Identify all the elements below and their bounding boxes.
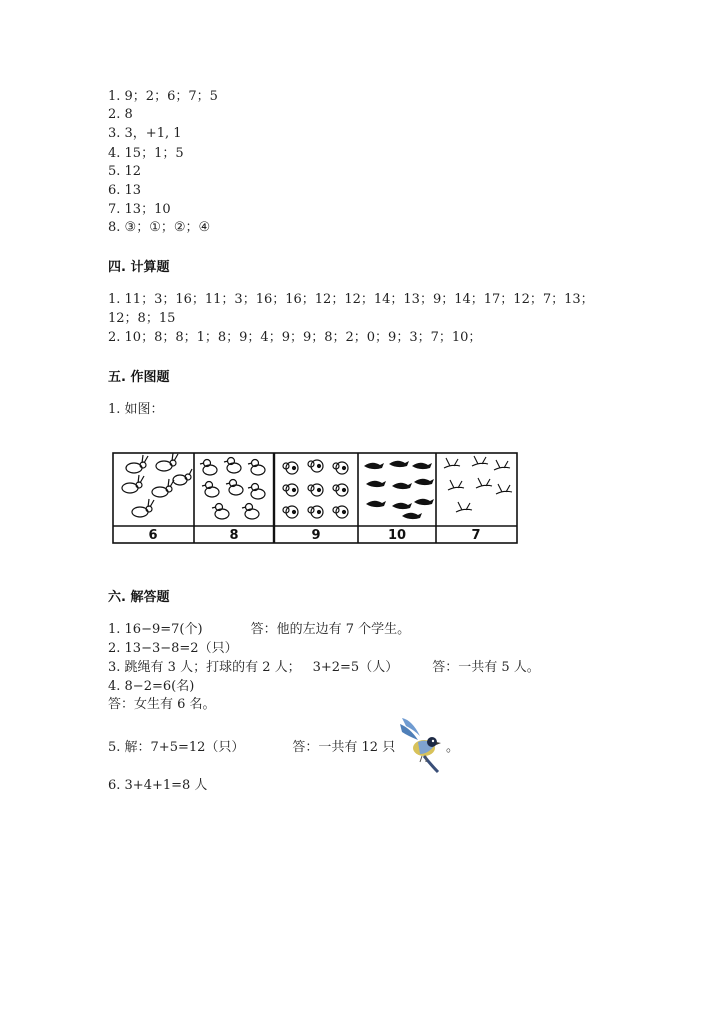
black-bird-icons xyxy=(364,461,434,519)
answer-line: 4. 8−2=6(名) xyxy=(108,679,195,694)
answer-line: 2. 10；8；8；1；8；9；4；9；9；8；2；0；9；3；7；10； xyxy=(108,330,482,345)
answer-line: 1. 11；3；16；11；3；16；16；12；12；14；13；9；14；17；12；7；13； xyxy=(108,292,594,307)
answer-line: 5. 12 xyxy=(108,164,142,179)
answer-line: 1. 9；2；6；7；5 xyxy=(108,89,218,104)
answer-line: 12；8；15 xyxy=(108,311,176,326)
count-label: 10 xyxy=(387,528,407,543)
answer-line xyxy=(108,621,410,639)
rabbit-icons xyxy=(122,453,192,517)
answer-line: 1. 如图： xyxy=(108,402,164,417)
answer-line: 2. 13−3−8=2（只） xyxy=(108,641,238,656)
count-label: 7 xyxy=(471,528,481,543)
section-heading: 六. 解答题 xyxy=(108,590,170,605)
count-label: 8 xyxy=(229,528,239,543)
answer-line: 3. 3，+1, 1 xyxy=(108,126,182,141)
answer-line: 6. 13 xyxy=(108,183,142,198)
answer-text: 答：一共有 5 人。 xyxy=(432,660,540,675)
answer-line xyxy=(108,739,395,757)
section-heading: 四. 计算题 xyxy=(108,260,170,275)
section-heading: 五. 作图题 xyxy=(108,370,170,385)
count-label: 9 xyxy=(311,528,321,543)
duck-icons xyxy=(200,458,265,520)
chick-icons xyxy=(283,460,348,518)
dove-icons xyxy=(444,456,512,512)
count-label: 6 xyxy=(148,528,158,543)
period-mark: 。 xyxy=(446,740,460,755)
answer-line: 6. 3+4+1=8 人 xyxy=(108,778,208,793)
answer-line: 4. 15；1；5 xyxy=(108,146,184,161)
answer-line: 8. ③；①；②；④ xyxy=(108,220,211,235)
answer-line: 7. 13；10 xyxy=(108,202,171,217)
answer-text: 答：他的左边有 7 个学生。 xyxy=(250,622,411,637)
bird-icon xyxy=(398,714,444,774)
equation: 3+2=5（人） xyxy=(312,660,399,675)
answer-text: 答：一共有 12 只 xyxy=(292,740,396,755)
answer-line: 2. 8 xyxy=(108,107,133,122)
equation: 1. 16−9=7(个) xyxy=(108,622,203,637)
answer-line: 答：女生有 6 名。 xyxy=(108,697,216,712)
animal-count-figure xyxy=(112,452,518,544)
answer-line xyxy=(108,659,540,677)
equation: 5. 解：7+5=12（只） xyxy=(108,740,245,755)
equation: 3. 跳绳有 3 人；打球的有 2 人； xyxy=(108,660,301,675)
